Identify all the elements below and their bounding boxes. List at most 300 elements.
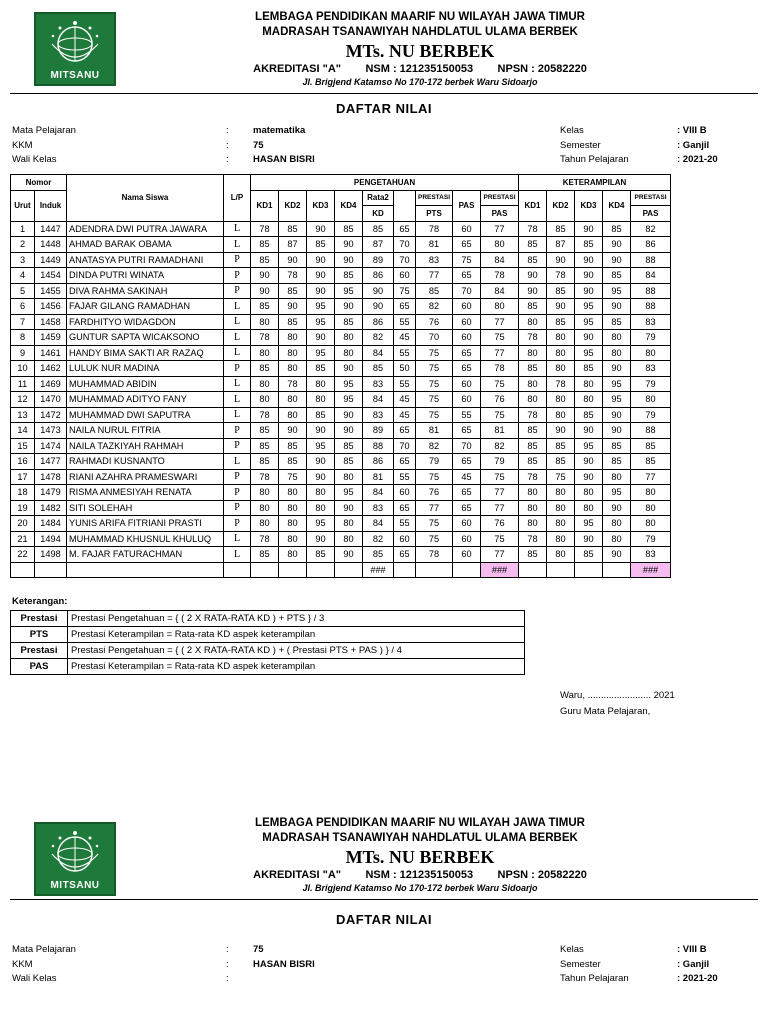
grade-cell: 60: [453, 299, 481, 315]
gender-cell: P: [224, 283, 251, 299]
grade-cell: 86: [363, 454, 394, 470]
grade-cell: 90: [363, 283, 394, 299]
grade-cell: 78: [251, 407, 279, 423]
grade-cell: 80: [519, 345, 547, 361]
gender-cell: P: [224, 268, 251, 284]
grade-cell: 90: [547, 423, 575, 439]
semester-label: Semester: [560, 958, 601, 970]
grade-cell: 95: [575, 438, 603, 454]
grade-cell: 22: [11, 547, 35, 563]
table-row: [11, 237, 711, 253]
grade-cell: 90: [603, 547, 631, 563]
grade-cell: 90: [307, 268, 335, 284]
grade-cell: 80: [631, 516, 671, 532]
kkm-value: 75: [253, 944, 264, 955]
grade-cell: 10: [11, 361, 35, 377]
grade-cell: 80: [547, 361, 575, 377]
student-name: MUHAMMAD KHUSNUL KHULUQ: [67, 531, 224, 547]
grade-cell: 90: [363, 299, 394, 315]
grade-cell: 1498: [35, 547, 67, 563]
grade-cell: 95: [335, 392, 363, 408]
subject-label: Mata Pelajaran: [12, 125, 76, 136]
grade-cell: 80: [603, 516, 631, 532]
grade-cell: 90: [335, 423, 363, 439]
teacher-label: Wali Kelas: [12, 973, 57, 984]
table-row: [11, 531, 711, 547]
gender-cell: L: [224, 345, 251, 361]
grade-cell: 77: [416, 500, 453, 516]
label-pas: PAS: [11, 659, 68, 675]
grade-cell: 78: [481, 268, 519, 284]
table-row: [11, 423, 711, 439]
grade-cell: 65: [394, 500, 416, 516]
grade-cell: 1494: [35, 531, 67, 547]
label-prestasi-a: Prestasi: [11, 611, 68, 627]
info-values: [253, 943, 315, 972]
grade-cell: 60: [453, 221, 481, 237]
grade-cell: 90: [307, 330, 335, 346]
grade-cell: 55: [394, 314, 416, 330]
grade-cell: 80: [631, 500, 671, 516]
header-rata: Rata2: [363, 190, 394, 206]
grade-cell: 77: [481, 547, 519, 563]
grade-cell: 80: [307, 376, 335, 392]
grade-cell: 70: [394, 237, 416, 253]
student-name: RISMA ANMESIYAH RENATA: [67, 485, 224, 501]
grade-cell: 1477: [35, 454, 67, 470]
year-value: : 2021-20: [677, 154, 718, 165]
blank-cell: [671, 516, 711, 532]
colon: :: [226, 125, 229, 136]
grade-cell: 81: [481, 423, 519, 439]
grade-cell: 80: [251, 314, 279, 330]
grade-cell: 80: [251, 500, 279, 516]
grade-cell: 79: [631, 330, 671, 346]
grade-cell: 83: [363, 376, 394, 392]
grade-cell: 80: [631, 485, 671, 501]
table-row: [11, 454, 711, 470]
grade-cell: 85: [547, 221, 575, 237]
gender-cell: P: [224, 252, 251, 268]
grade-cell: 80: [603, 531, 631, 547]
info-colons: [226, 943, 229, 987]
grade-cell: 82: [481, 438, 519, 454]
grade-cell: 1447: [35, 221, 67, 237]
grade-cell: 7: [11, 314, 35, 330]
keterangan-title: Keterangan:: [12, 596, 68, 607]
grade-cell: 78: [251, 531, 279, 547]
grades-table: [10, 174, 711, 578]
grade-cell: 60: [394, 268, 416, 284]
grade-cell: 80: [547, 531, 575, 547]
grade-cell: 85: [251, 299, 279, 315]
colon: :: [226, 973, 229, 984]
grade-cell: 95: [575, 299, 603, 315]
grade-cell: 75: [416, 407, 453, 423]
student-name: ADENDRA DWI PUTRA JAWARA: [67, 221, 224, 237]
grade-cell: 95: [603, 376, 631, 392]
grade-cell: 60: [453, 392, 481, 408]
gender-cell: L: [224, 547, 251, 563]
teacher-value: HASAN BISRI: [253, 154, 315, 165]
grade-cell: 80: [335, 330, 363, 346]
blank-cell: [671, 531, 711, 547]
grade-cell: 95: [575, 314, 603, 330]
grade-cell: 70: [416, 330, 453, 346]
grade-cell: 86: [363, 314, 394, 330]
grade-cell: 76: [481, 392, 519, 408]
class-value: : VIII B: [677, 125, 707, 136]
grade-cell: 85: [547, 438, 575, 454]
label-pts: PTS: [11, 627, 68, 643]
grade-cell: 78: [519, 407, 547, 423]
header-kkd1: KD1: [519, 190, 547, 221]
grade-cell: 78: [547, 268, 575, 284]
grade-cell: 85: [631, 438, 671, 454]
grade-cell: 88: [363, 438, 394, 454]
student-name: DIVA RAHMA SAKINAH: [67, 283, 224, 299]
grade-cell: 80: [519, 500, 547, 516]
header-lp: L/P: [224, 175, 251, 222]
grade-cell: 75: [416, 392, 453, 408]
table-row: [11, 438, 711, 454]
subject-value: matematika: [253, 125, 306, 136]
grade-cell: 55: [394, 516, 416, 532]
header-pas2: PAS: [481, 206, 519, 222]
info-labels: [12, 943, 76, 987]
school-logo: [34, 822, 116, 896]
blank-cell: [671, 407, 711, 423]
grade-cell: 83: [363, 500, 394, 516]
header-line2: MADRASAH TSANAWIYAH NAHDLATUL ULAMA BERBEK: [262, 832, 578, 844]
grade-cell: 76: [416, 314, 453, 330]
colon: :: [226, 139, 229, 151]
pas-formula-1: Prestasi Pengetahuan = { ( 2 X RATA-RATA KD ) + ( Prestasi PTS + PAS ) } / 4: [68, 643, 525, 659]
grade-cell: 79: [631, 376, 671, 392]
grade-cell: 90: [251, 268, 279, 284]
letterhead: [120, 10, 720, 88]
grade-cell: 77: [481, 485, 519, 501]
school-name: MTs. NU BERBEK: [345, 41, 495, 61]
school-logo: [34, 12, 116, 86]
grade-cell: 75: [481, 330, 519, 346]
table-row: [11, 252, 711, 268]
grade-cell: 79: [631, 407, 671, 423]
grade-cell: 90: [307, 454, 335, 470]
grade-cell: 78: [481, 361, 519, 377]
grade-cell: 60: [453, 516, 481, 532]
grade-cell: 78: [547, 376, 575, 392]
grade-cell: 85: [575, 361, 603, 377]
grade-cell: 78: [279, 376, 307, 392]
grade-cell: 78: [251, 221, 279, 237]
grade-cell: 78: [416, 547, 453, 563]
header-kd4: KD4: [335, 190, 363, 221]
grade-cell: 80: [547, 485, 575, 501]
grade-cell: 1478: [35, 469, 67, 485]
grade-cell: 80: [575, 376, 603, 392]
grade-cell: 85: [603, 221, 631, 237]
grade-cell: 9: [11, 345, 35, 361]
grade-cell: 60: [394, 531, 416, 547]
grade-cell: 55: [453, 407, 481, 423]
grade-cell: 90: [335, 547, 363, 563]
grade-cell: 75: [416, 345, 453, 361]
grade-cell: 78: [279, 268, 307, 284]
grade-cell: 80: [251, 345, 279, 361]
student-name: GUNTUR SAPTA WICAKSONO: [67, 330, 224, 346]
grade-cell: 45: [394, 407, 416, 423]
header-rule: [10, 93, 758, 94]
grade-cell: 95: [603, 485, 631, 501]
header-pas: PAS: [453, 190, 481, 221]
student-name: SITI SOLEHAH: [67, 500, 224, 516]
grade-cell: 1462: [35, 361, 67, 377]
hash-k-prestasi: ###: [631, 562, 671, 578]
header-k-prestasi: PRESTASI: [631, 190, 671, 206]
grade-cell: 82: [416, 299, 453, 315]
header-keterampilan: KETERAMPILAN: [519, 175, 671, 191]
grade-cell: 95: [575, 345, 603, 361]
grade-cell: 85: [363, 361, 394, 377]
grade-cell: 80: [481, 299, 519, 315]
grade-cell: 81: [363, 469, 394, 485]
header-kkd4: KD4: [603, 190, 631, 221]
grade-cell: 90: [603, 423, 631, 439]
grade-cell: 1474: [35, 438, 67, 454]
student-name: HANDY BIMA SAKTI AR RAZAQ: [67, 345, 224, 361]
blank-cell: [671, 299, 711, 315]
gender-cell: P: [224, 423, 251, 439]
table-row: [11, 485, 711, 501]
semester-label: Semester: [560, 139, 601, 151]
grade-cell: 80: [547, 407, 575, 423]
grade-cell: 85: [519, 423, 547, 439]
grade-cell: 65: [394, 454, 416, 470]
grade-cell: 65: [394, 547, 416, 563]
header-rata-kd: KD: [363, 206, 394, 222]
student-name: M. FAJAR FATURACHMAN: [67, 547, 224, 563]
grade-cell: 90: [307, 252, 335, 268]
grade-cell: 1461: [35, 345, 67, 361]
gender-cell: L: [224, 299, 251, 315]
semester-value: : Ganjil: [677, 139, 710, 151]
grade-cell: 85: [519, 454, 547, 470]
grade-cell: 1: [11, 221, 35, 237]
gender-cell: P: [224, 469, 251, 485]
grade-cell: 80: [575, 485, 603, 501]
grade-cell: 85: [575, 547, 603, 563]
info-right-values: [677, 943, 718, 987]
year-value: : 2021-20: [677, 973, 718, 984]
table-row: [11, 516, 711, 532]
grade-cell: 85: [547, 454, 575, 470]
grade-cell: 65: [453, 423, 481, 439]
class-label: Kelas: [560, 125, 584, 136]
keterangan-table: [10, 610, 525, 675]
grade-cell: 90: [307, 423, 335, 439]
grade-cell: 77: [631, 469, 671, 485]
info-labels: [12, 124, 76, 168]
grade-cell: 85: [251, 547, 279, 563]
grade-cell: 80: [279, 531, 307, 547]
grade-cell: 90: [307, 221, 335, 237]
grade-cell: 80: [251, 485, 279, 501]
blank-cell: [671, 547, 711, 563]
grade-cell: 90: [603, 237, 631, 253]
grade-cell: 4: [11, 268, 35, 284]
grade-cell: 85: [603, 438, 631, 454]
grade-cell: 85: [603, 314, 631, 330]
grade-cell: 83: [363, 407, 394, 423]
student-name: MUHAMMAD ADITYO FANY: [67, 392, 224, 408]
grade-cell: 55: [394, 469, 416, 485]
grade-cell: 90: [575, 531, 603, 547]
grade-cell: 78: [519, 221, 547, 237]
table-row: [11, 361, 711, 377]
grade-cell: 80: [547, 345, 575, 361]
gender-cell: L: [224, 531, 251, 547]
grade-cell: 85: [631, 454, 671, 470]
grade-cell: 65: [453, 454, 481, 470]
grade-cell: 88: [631, 283, 671, 299]
grade-cell: 90: [575, 252, 603, 268]
grade-cell: 95: [335, 283, 363, 299]
table-row: [11, 469, 711, 485]
grade-cell: 70: [453, 438, 481, 454]
grade-cell: 80: [251, 516, 279, 532]
year-label: Tahun Pelajaran: [560, 154, 629, 165]
grade-cell: 85: [416, 283, 453, 299]
grade-cell: 90: [335, 237, 363, 253]
grade-cell: 85: [575, 237, 603, 253]
grade-cell: 86: [363, 268, 394, 284]
semester-value: : Ganjil: [677, 958, 710, 970]
grade-cell: 85: [575, 407, 603, 423]
class-label: Kelas: [560, 944, 584, 955]
header-kd1: KD1: [251, 190, 279, 221]
grade-cell: 84: [363, 516, 394, 532]
grade-cell: 75: [416, 376, 453, 392]
grade-cell: 80: [547, 516, 575, 532]
grade-cell: 78: [251, 469, 279, 485]
grade-cell: 55: [394, 376, 416, 392]
grade-cell: 77: [416, 268, 453, 284]
grade-cell: 95: [307, 314, 335, 330]
accreditation-line: AKREDITASI "A" NSM : 121235150053 NPSN : 20582220: [253, 869, 587, 881]
logo-brand: MITSANU: [50, 880, 100, 891]
grade-cell: 89: [363, 423, 394, 439]
header-prestasi-pts: PRESTASI: [416, 190, 453, 206]
grade-cell: 85: [519, 299, 547, 315]
grade-cell: 85: [519, 361, 547, 377]
grade-cell: 75: [416, 469, 453, 485]
grade-cell: 90: [547, 299, 575, 315]
grade-cell: 85: [307, 361, 335, 377]
grade-cell: 84: [363, 485, 394, 501]
grade-cell: 8: [11, 330, 35, 346]
grade-cell: 90: [519, 268, 547, 284]
info-right-labels: [560, 124, 629, 168]
header-kd2: KD2: [279, 190, 307, 221]
student-name: ANATASYA PUTRI RAMADHANI: [67, 252, 224, 268]
grade-cell: 95: [307, 345, 335, 361]
header-blank: [394, 190, 416, 221]
kkm-value: 75: [253, 139, 264, 151]
gender-cell: L: [224, 392, 251, 408]
header-kkd2: KD2: [547, 190, 575, 221]
grade-cell: 65: [453, 361, 481, 377]
grade-cell: 78: [416, 221, 453, 237]
grade-cell: 85: [307, 237, 335, 253]
table-row: [11, 547, 711, 563]
grade-cell: 84: [481, 283, 519, 299]
grade-cell: 80: [519, 392, 547, 408]
grade-cell: 80: [519, 314, 547, 330]
grade-cell: 95: [335, 485, 363, 501]
grade-cell: 65: [453, 485, 481, 501]
grade-cell: 84: [363, 345, 394, 361]
grade-cell: 18: [11, 485, 35, 501]
grade-cell: 55: [394, 345, 416, 361]
grade-cell: 75: [481, 376, 519, 392]
header-kd3: KD3: [307, 190, 335, 221]
gender-cell: L: [224, 454, 251, 470]
grade-cell: 80: [307, 500, 335, 516]
grade-cell: 50: [394, 361, 416, 377]
grade-cell: 80: [519, 516, 547, 532]
table-row: [11, 314, 711, 330]
grade-cell: 60: [453, 314, 481, 330]
grade-cell: 90: [575, 469, 603, 485]
grade-cell: 65: [453, 500, 481, 516]
header-line1: LEMBAGA PENDIDIKAN MAARIF NU WILAYAH JAWA TIMUR: [255, 817, 585, 829]
header-nama: Nama Siswa: [67, 175, 224, 222]
grade-cell: 80: [251, 392, 279, 408]
grade-cell: 79: [416, 454, 453, 470]
grade-cell: 1455: [35, 283, 67, 299]
info-right-labels: [560, 943, 629, 987]
colon: :: [226, 958, 229, 970]
grade-cell: 85: [363, 221, 394, 237]
blank-cell: [671, 454, 711, 470]
grade-cell: 1458: [35, 314, 67, 330]
grade-cell: 85: [251, 454, 279, 470]
grade-cell: 85: [519, 237, 547, 253]
grade-cell: 95: [307, 516, 335, 532]
grade-cell: 2: [11, 237, 35, 253]
grade-cell: 90: [575, 268, 603, 284]
grade-cell: 85: [335, 221, 363, 237]
grade-cell: 90: [279, 423, 307, 439]
grade-cell: 80: [603, 330, 631, 346]
grade-cell: 83: [631, 314, 671, 330]
hash-prestasi-pas: ###: [481, 562, 519, 578]
table-row: [11, 283, 711, 299]
grade-cell: 1449: [35, 252, 67, 268]
grade-cell: 75: [481, 469, 519, 485]
blank-cell: [671, 392, 711, 408]
grade-cell: 1454: [35, 268, 67, 284]
grade-cell: 1473: [35, 423, 67, 439]
student-name: FAJAR GILANG RAMADHAN: [67, 299, 224, 315]
grade-cell: 90: [279, 252, 307, 268]
blank-cell: [671, 361, 711, 377]
grade-cell: 80: [519, 485, 547, 501]
grade-cell: 80: [603, 345, 631, 361]
grade-cell: 76: [416, 485, 453, 501]
grade-cell: 90: [547, 252, 575, 268]
